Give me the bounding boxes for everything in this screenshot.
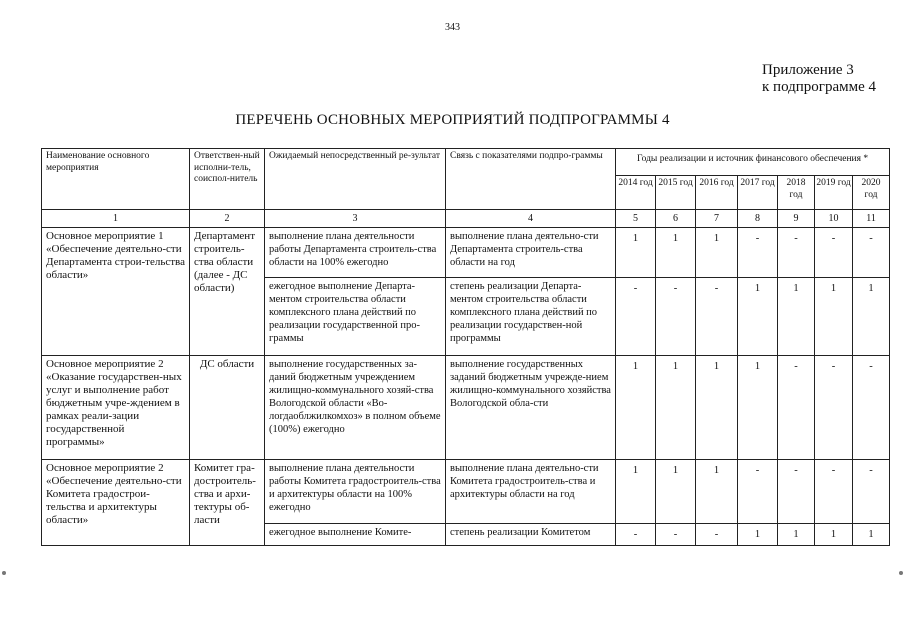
activity-name: Основное мероприятие 2 «Обеспечение деятельно-сти Комитета градострои-тельства и архитектуры области»	[42, 460, 190, 546]
page-number: 343	[445, 22, 460, 33]
year-value: -	[616, 524, 656, 546]
activities-table	[41, 148, 890, 546]
year-value: 1	[616, 460, 656, 524]
appendix-line-2: к подпрограмме 4	[762, 79, 876, 95]
year-value: 1	[696, 460, 738, 524]
indicator-link: степень реализации Комитетом	[446, 524, 616, 546]
column-number: 3	[265, 210, 446, 228]
year-value: 1	[778, 278, 815, 356]
activity-executor: Комитет гра-достроитель-ства и архи-тектуры об-ласти	[190, 460, 265, 546]
column-number: 11	[853, 210, 890, 228]
table-row	[42, 228, 890, 278]
column-number: 1	[42, 210, 190, 228]
year-value: -	[853, 228, 890, 278]
year-value: 1	[815, 278, 853, 356]
expected-result: ежегодное выполнение Департа-ментом строительства области комплексного плана действий по реализации государственной про-граммы	[265, 278, 446, 356]
header-executor: Ответствен-ный исполни-тель, соиспол-нитель	[190, 149, 265, 210]
header-name: Наименование основного мероприятия	[42, 149, 190, 210]
appendix-line-1: Приложение 3	[762, 62, 854, 78]
year-value: -	[738, 460, 778, 524]
expected-result: выполнение плана деятельности работы Комитета градостроитель-ства и архитектуры области на 100% ежегодно	[265, 460, 446, 524]
column-number: 7	[696, 210, 738, 228]
year-value: 1	[738, 524, 778, 546]
year-value: -	[778, 460, 815, 524]
activity-name: Основное мероприятие 2 «Оказание государствен-ных услуг и выполнение работ бюджетным учре-ждением в рамках реали-зации государственной программы»	[42, 356, 190, 460]
year-value: 1	[656, 356, 696, 460]
year-value: -	[778, 356, 815, 460]
column-number: 5	[616, 210, 656, 228]
year-value: 1	[778, 524, 815, 546]
year-value: -	[815, 228, 853, 278]
scan-margin-mark	[899, 571, 903, 575]
header-year: 2019 год	[815, 176, 853, 210]
year-value: -	[815, 460, 853, 524]
column-number: 8	[738, 210, 778, 228]
table-row	[42, 460, 890, 524]
activity-executor: Департамент строитель-ства области (далее - ДС области)	[190, 228, 265, 356]
year-value: 1	[616, 356, 656, 460]
header-year: 2015 год	[656, 176, 696, 210]
indicator-link: выполнение государственных заданий бюджетным учрежде-нием жилищно-коммунального хозяйства Вологодской обла-сти	[446, 356, 616, 460]
header-year: 2016 год	[696, 176, 738, 210]
year-value: -	[853, 356, 890, 460]
year-value: -	[696, 278, 738, 356]
expected-result: ежегодное выполнение Комите-	[265, 524, 446, 546]
year-value: 1	[853, 278, 890, 356]
scan-margin-mark	[2, 571, 6, 575]
expected-result: выполнение государственных за-даний бюджетным учреждением жилищно-коммунального хозяй-ства Вологодской области «Во-логдаоблжилкомхоз» в полном объеме (100%) ежегодно	[265, 356, 446, 460]
year-value: 1	[738, 278, 778, 356]
year-value: -	[738, 228, 778, 278]
activity-executor: ДС области	[190, 356, 265, 460]
header-year: 2018 год	[778, 176, 815, 210]
column-numbers-row	[42, 210, 890, 228]
header-years-group: Годы реализации и источник финансового обеспечения *	[616, 149, 890, 176]
document-title: ПЕРЕЧЕНЬ ОСНОВНЫХ МЕРОПРИЯТИЙ ПОДПРОГРАММЫ 4	[235, 112, 670, 128]
table-row	[42, 356, 890, 460]
indicator-link: выполнение плана деятельно-сти Комитета градостроитель-ства и архитектуры области на год	[446, 460, 616, 524]
column-number: 2	[190, 210, 265, 228]
expected-result: выполнение плана деятельности работы Департамента строитель-ства области на 100% ежегодно	[265, 228, 446, 278]
year-value: 1	[656, 228, 696, 278]
header-year: 2017 год	[738, 176, 778, 210]
column-number: 6	[656, 210, 696, 228]
year-value: 1	[696, 356, 738, 460]
column-number: 4	[446, 210, 616, 228]
year-value: -	[696, 524, 738, 546]
year-value: 1	[853, 524, 890, 546]
year-value: 1	[815, 524, 853, 546]
year-value: -	[656, 524, 696, 546]
activity-name: Основное мероприятие 1 «Обеспечение деятельно-сти Департамента строи-тельства области»	[42, 228, 190, 356]
year-value: -	[616, 278, 656, 356]
header-indicators: Связь с показателями подпро-граммы	[446, 149, 616, 210]
header-year: 2020 год	[853, 176, 890, 210]
year-value: -	[815, 356, 853, 460]
column-number: 9	[778, 210, 815, 228]
indicator-link: степень реализации Департа-ментом строительства области комплексного плана действий по реализации государствен-ной программы	[446, 278, 616, 356]
year-value: 1	[616, 228, 656, 278]
column-number: 10	[815, 210, 853, 228]
year-value: -	[853, 460, 890, 524]
year-value: 1	[656, 460, 696, 524]
year-value: -	[778, 228, 815, 278]
header-year: 2014 год	[616, 176, 656, 210]
appendix-note	[762, 62, 876, 96]
header-result: Ожидаемый непосредственный ре-зультат	[265, 149, 446, 210]
year-value: -	[656, 278, 696, 356]
indicator-link: выполнение плана деятельно-сти Департамента строитель-ства области на год	[446, 228, 616, 278]
year-value: 1	[738, 356, 778, 460]
year-value: 1	[696, 228, 738, 278]
